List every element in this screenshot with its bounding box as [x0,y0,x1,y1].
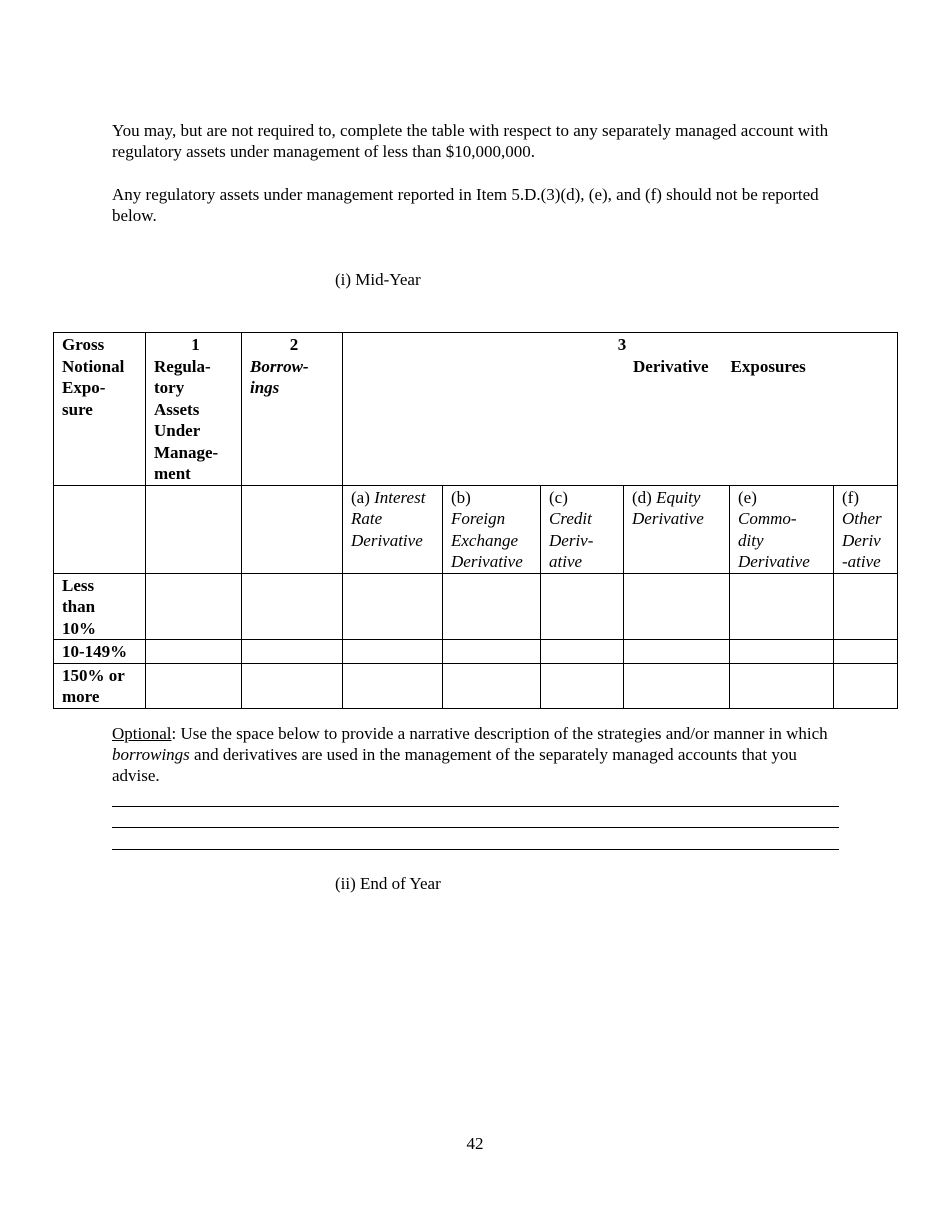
input-cell[interactable] [443,640,541,664]
narrative-blank-line[interactable] [112,827,839,828]
input-cell[interactable] [242,573,343,640]
input-cell[interactable] [146,640,242,664]
input-cell[interactable] [541,663,624,708]
input-cell[interactable] [146,663,242,708]
narrative-blank-line[interactable] [112,806,839,807]
input-cell[interactable] [834,663,898,708]
input-cell[interactable] [343,640,443,664]
input-cell[interactable] [541,640,624,664]
header-derivative-exposures [343,333,898,486]
subheader-interest-rate: (a) Interest Rate Derivative [343,485,443,573]
intro-paragraph-1: You may, but are not required to, complete the table with respect to any separately managed account with regulatory assets under management of less than $10,000,000. [112,121,829,161]
subheader-other: (f) Other Deriv -ative [834,485,898,573]
input-cell[interactable] [624,663,730,708]
input-cell[interactable] [541,573,624,640]
row-label-10-149: 10-149% [54,640,146,664]
optional-label: Optional [112,724,172,743]
optional-narrative-instructions: Optional: Use the space below to provide a narrative description of the strategies and/or manner in which borrowings and derivatives are used in the management of the separately managed accounts that you advise. [112,724,828,785]
section-heading-end-of-year: (ii) End of Year [335,874,441,893]
header-gross-notional-exposure: Gross Notional Expo- sure [54,333,146,486]
input-cell[interactable] [242,663,343,708]
input-cell[interactable] [343,663,443,708]
column-number-3: 3 [617,335,627,354]
subheader-commodity: (e) Commo- dity Derivative [730,485,834,573]
table-row [54,640,898,664]
intro-paragraph-2: Any regulatory assets under management reported in Item 5.D.(3)(d), (e), and (f) should not be reported below. [112,185,819,225]
exposures-title-word: Exposures [730,356,806,376]
header-borrowings: 2 Borrow- ings [242,333,343,486]
subheader-equity: (d) Equity Derivative [624,485,730,573]
row-label-less-than-10: Less than 10% [54,573,146,640]
page-number: 42 [466,1134,484,1153]
input-cell[interactable] [730,573,834,640]
narrative-blank-line[interactable] [112,849,839,850]
subheader-foreign-exchange: (b) Foreign Exchange Derivative [443,485,541,573]
derivative-exposure-table [53,332,898,709]
empty-cell [242,485,343,573]
input-cell[interactable] [730,663,834,708]
input-cell[interactable] [343,573,443,640]
derivative-title-word: Derivative [633,356,709,376]
input-cell[interactable] [624,640,730,664]
input-cell[interactable] [834,573,898,640]
input-cell[interactable] [624,573,730,640]
empty-cell [146,485,242,573]
subheader-credit: (c) Credit Deriv- ative [541,485,624,573]
input-cell[interactable] [834,640,898,664]
table-row [54,663,898,708]
column-number-2: 2 [289,335,299,354]
column-number-1: 1 [191,335,200,354]
input-cell[interactable] [443,663,541,708]
input-cell[interactable] [146,573,242,640]
input-cell[interactable] [242,640,343,664]
input-cell[interactable] [443,573,541,640]
row-label-150-or-more: 150% or more [54,663,146,708]
header-regulatory-assets: 1 Regula- tory Assets Under Manage- ment [146,333,242,486]
table-row [54,573,898,640]
section-heading-mid-year: (i) Mid-Year [335,270,421,289]
input-cell[interactable] [730,640,834,664]
empty-cell [54,485,146,573]
